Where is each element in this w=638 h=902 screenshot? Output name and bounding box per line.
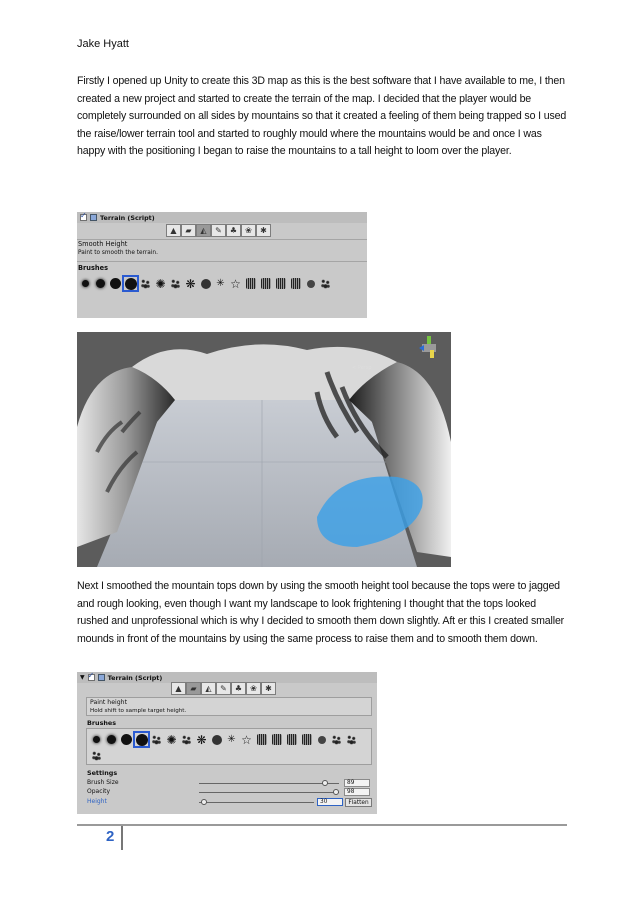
component-enabled-checkbox[interactable] <box>88 674 95 681</box>
opacity-value[interactable]: 98 <box>344 788 370 796</box>
brushes-label: Brushes <box>87 719 117 727</box>
brush-noise[interactable] <box>198 276 213 291</box>
brush-hard[interactable] <box>119 732 134 747</box>
brush-size-label: Brush Size <box>87 779 119 786</box>
brush-soft-small[interactable] <box>89 732 104 747</box>
raise-lower-icon[interactable]: ▲ <box>166 224 181 237</box>
brush-scatter-2[interactable] <box>318 276 333 291</box>
foldout-arrow-icon[interactable]: ▼ <box>80 674 85 681</box>
height-value[interactable]: 30 <box>317 798 343 806</box>
brush-grass[interactable] <box>254 732 269 747</box>
brush-size-slider-track[interactable] <box>199 783 339 784</box>
terrain-render <box>77 332 451 567</box>
paint-texture-icon[interactable]: ✎ <box>211 224 226 237</box>
brush-streak-3[interactable] <box>288 276 303 291</box>
brush-scatter-2[interactable] <box>329 732 344 747</box>
terrain-tool-bar <box>166 224 271 237</box>
settings-icon[interactable]: ✱ <box>256 224 271 237</box>
document-header-author: Jake Hyatt <box>77 38 129 50</box>
brush-star-outline[interactable]: ☆ <box>241 732 252 747</box>
brush-blot[interactable] <box>314 732 329 747</box>
brush-scatter[interactable] <box>179 732 194 747</box>
brush-dots[interactable] <box>149 732 164 747</box>
brush-selected[interactable] <box>134 732 149 747</box>
brush-soft-medium[interactable] <box>93 276 108 291</box>
brush-thin-star[interactable]: ✳ <box>216 277 225 289</box>
brush-size-value[interactable]: 89 <box>344 779 370 787</box>
brush-scatter[interactable] <box>168 276 183 291</box>
brush-blot[interactable] <box>303 276 318 291</box>
terrain-inspector-paint-height <box>77 672 377 814</box>
height-label: Height <box>87 798 107 805</box>
tool-description: Hold shift to sample target height. <box>90 708 187 714</box>
place-trees-icon[interactable]: ♣ <box>231 682 246 695</box>
brush-selected[interactable] <box>123 276 138 291</box>
terrain-tool-bar <box>171 682 276 695</box>
paragraph-intro: Firstly I opened up Unity to create this 3D map as this is the best software that I have available to me, I then created a new project and started to create the terrain of the map. I decided that the player would be completely surrounded on all sides by mountains so that it created a feeling of them being trapped so I used the raise/lower terrain tool and started to roughly mould where the mountains would be and once I was happy with the positioning I began to raise the mountains to a tall height to loom over the player. <box>77 75 567 157</box>
raise-lower-icon[interactable]: ▲ <box>171 682 186 695</box>
paint-height-icon[interactable]: ▰ <box>181 224 196 237</box>
tool-description: Paint to smooth the terrain. <box>78 250 158 256</box>
brush-scatter-4[interactable] <box>89 748 104 763</box>
brush-streak-2[interactable] <box>284 732 299 747</box>
page-number-bar <box>121 826 123 850</box>
terrain-inspector-smooth-height <box>77 212 367 318</box>
height-slider-track[interactable] <box>199 802 314 803</box>
page-number: 2 <box>106 828 115 845</box>
script-icon <box>98 674 105 681</box>
brush-noise[interactable] <box>209 732 224 747</box>
settings-label: Settings <box>87 769 118 777</box>
paint-details-icon[interactable]: ❀ <box>246 682 261 695</box>
tool-info-box <box>86 697 372 716</box>
settings-icon[interactable]: ✱ <box>261 682 276 695</box>
tool-title: Smooth Height <box>78 240 128 248</box>
brush-streak-2[interactable] <box>273 276 288 291</box>
brushes-label: Brushes <box>78 264 108 272</box>
brush-soft-small[interactable] <box>78 276 93 291</box>
brush-dots[interactable] <box>138 276 153 291</box>
orientation-gizmo-icon[interactable] <box>419 336 436 358</box>
brush-thin-star[interactable]: ✳ <box>227 733 236 745</box>
smooth-height-icon[interactable]: ◭ <box>196 224 211 237</box>
brush-streak-1[interactable] <box>269 732 284 747</box>
footer-divider <box>77 824 567 826</box>
component-header <box>77 212 367 223</box>
brush-streak-1[interactable] <box>258 276 273 291</box>
component-title: Terrain (Script) <box>100 213 155 222</box>
opacity-label: Opacity <box>87 788 111 795</box>
paint-details-icon[interactable]: ❀ <box>241 224 256 237</box>
scene-viewport-terrain[interactable] <box>77 332 451 567</box>
component-title: Terrain (Script) <box>107 673 163 682</box>
brush-palette-row-2 <box>89 748 104 763</box>
brush-streak-3[interactable] <box>299 732 314 747</box>
opacity-slider-thumb[interactable] <box>333 789 339 795</box>
flatten-button[interactable]: Flatten <box>345 798 372 807</box>
smooth-height-icon[interactable]: ◭ <box>201 682 216 695</box>
paint-height-icon[interactable]: ▰ <box>186 682 201 695</box>
paint-texture-icon[interactable]: ✎ <box>216 682 231 695</box>
brush-splat[interactable]: ✺ <box>166 732 177 747</box>
persp-label: < Persp <box>352 365 372 371</box>
brush-grass[interactable] <box>243 276 258 291</box>
component-enabled-checkbox[interactable] <box>80 214 87 221</box>
script-icon <box>90 214 97 221</box>
place-trees-icon[interactable]: ♣ <box>226 224 241 237</box>
brush-splat[interactable]: ✺ <box>155 276 166 291</box>
brush-palette <box>78 276 333 291</box>
height-slider-thumb[interactable] <box>201 799 207 805</box>
brush-size-slider-thumb[interactable] <box>322 780 328 786</box>
brush-star-outline[interactable]: ☆ <box>230 276 241 291</box>
brush-soft-medium[interactable] <box>104 732 119 747</box>
brush-burst[interactable]: ❋ <box>196 732 207 747</box>
brush-hard[interactable] <box>108 276 123 291</box>
brush-burst[interactable]: ❋ <box>185 276 196 291</box>
paragraph-smoothing: Next I smoothed the mountain tops down by using the smooth height tool because the tops were to jagged and rough looking, even though I want my landscape to look frightening I thought that the tops looked rushed and unprofessional which is why I decided to smooth them down slightly. Aft er this I created smaller mounds in front of the mountains by using the same process to raise them and to smooth them down. <box>77 580 565 645</box>
opacity-slider-track[interactable] <box>199 792 339 793</box>
brush-scatter-3[interactable] <box>344 732 359 747</box>
brush-palette <box>89 732 359 747</box>
tool-title: Paint height <box>90 699 128 706</box>
brush-palette-box <box>86 728 372 765</box>
